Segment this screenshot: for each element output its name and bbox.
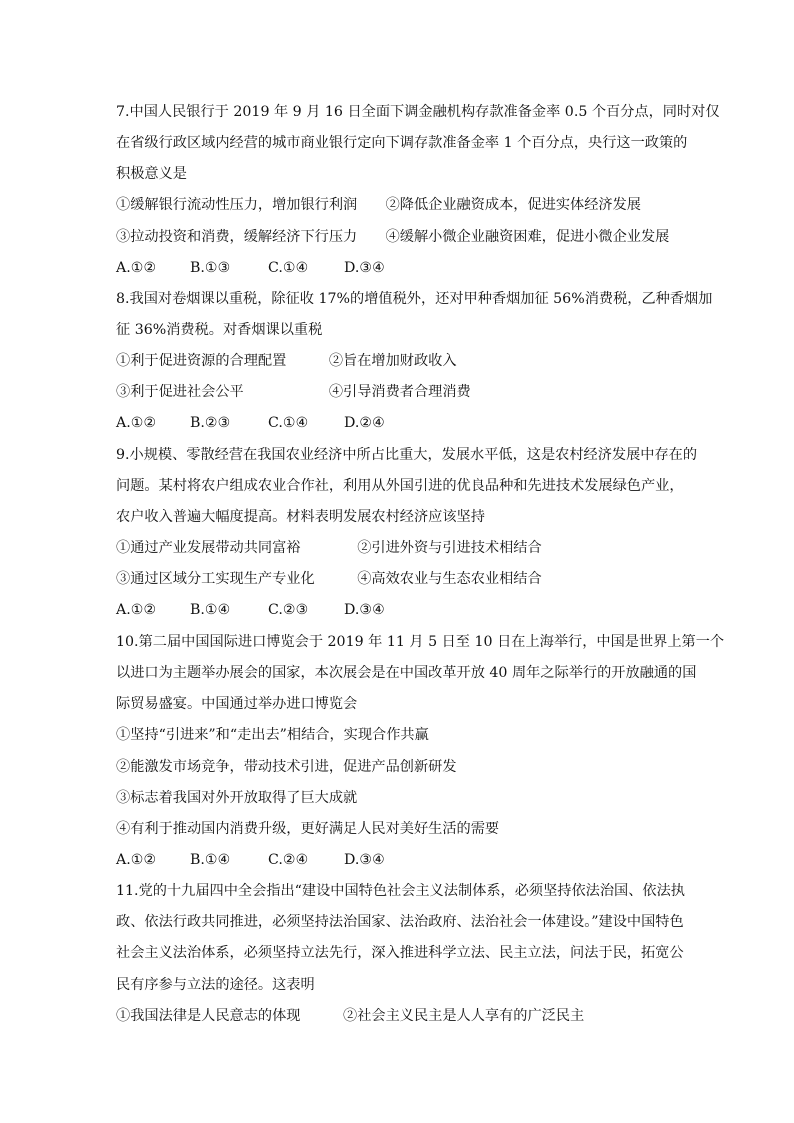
q8-stem-line-1: 8.我国对卷烟课以重税，除征收 17%的增值税外，还对甲种香烟加征 56%消费税，乙种香烟加	[116, 291, 713, 307]
q7-stem-line-1: 7.中国人民银行于 2019 年 9 月 16 日全面下调金融机构存款准备金率 0.5 个百分点，同时对仅	[116, 104, 720, 120]
q10-stem-line-1: 10.第二届中国国际进口博览会于 2019 年 11 月 5 日至 10 日在上海举行，中国是世界上第一个	[116, 634, 725, 650]
q10-statement-line-1: ①坚持“引进来”和“走出去”相结合，实现合作共赢	[116, 727, 429, 743]
q10-stem-line-2: 以进口为主题举办展会的国家，本次展会是在中国改革开放 40 周年之际举行的开放融通的国	[116, 665, 697, 681]
q9-stem-line-1: 9.小规模、零散经营在我国农业经济中所占比重大，发展水平低，这是农村经济发展中存在的	[116, 447, 698, 463]
q11-statement-line-1: ①我国法律是人民意志的体现 ②社会主义民主是人人享有的广泛民主	[116, 1008, 585, 1024]
q7-choices	[116, 258, 385, 278]
choice-a[interactable]: A.①②	[116, 852, 157, 868]
choice-a[interactable]: A.①②	[116, 260, 157, 276]
choice-d[interactable]: D.③④	[344, 852, 385, 868]
q8-stem-line-2: 征 36%消费税。对香烟课以重税	[116, 322, 323, 338]
q9-stem-line-2: 问题。某村将农户组成农业合作社，利用从外国引进的优良品种和先进技术发展绿色产业，	[116, 478, 684, 494]
q7-stem-line-2: 在省级行政区域内经营的城市商业银行定向下调存款准备金率 1 个百分点，央行这一政策的	[116, 135, 688, 151]
q7-statement-line-1: ①缓解银行流动性压力，增加银行利润 ②降低企业融资成本，促进实体经济发展	[116, 197, 641, 213]
q10-statement-line-2: ②能激发市场竞争，带动技术引进，促进产品创新研发	[116, 759, 457, 775]
q9-statement-line-2: ③通过区域分工实现生产专业化 ④高效农业与生态农业相结合	[116, 571, 542, 587]
q10-choices	[116, 850, 385, 870]
choice-b[interactable]: B.①④	[190, 602, 231, 618]
q9-stem-line-3: 农户收入普遍大幅度提高。材料表明发展农村经济应该坚持	[116, 509, 485, 525]
q10-statement-line-4: ④有利于推动国内消费升级，更好满足人民对美好生活的需要	[116, 821, 500, 837]
q11-stem-line-1: 11.党的十九届四中全会指出“建设中国特色社会主义法制体系，必须坚持依法治国、依法执	[116, 883, 685, 899]
q10-statement-line-3: ③标志着我国对外开放取得了巨大成就	[116, 790, 358, 806]
q10-stem-line-3: 际贸易盛宴。中国通过举办进口博览会	[116, 696, 358, 712]
choice-c[interactable]: C.②③	[268, 602, 309, 618]
q7-stem-line-3: 积极意义是	[116, 166, 187, 182]
q11-stem-line-4: 民有序参与立法的途径。这表明	[116, 977, 315, 993]
q8-statement-line-2: ③利于促进社会公平 ④引导消费者合理消费	[116, 384, 471, 400]
q7-statement-line-2: ③拉动投资和消费，缓解经济下行压力 ④缓解小微企业融资困难，促进小微企业发展	[116, 229, 670, 245]
choice-b[interactable]: B.①③	[190, 260, 231, 276]
choice-c[interactable]: C.②④	[268, 852, 309, 868]
q8-statement-line-1: ①利于促进资源的合理配置 ②旨在增加财政收入	[116, 353, 457, 369]
q8-choices	[116, 413, 385, 433]
choice-b[interactable]: B.①④	[190, 852, 231, 868]
choice-d[interactable]: D.②④	[344, 415, 385, 431]
q11-stem-line-2: 政、依法行政共同推进，必须坚持法治国家、法治政府、法治社会一体建设。”建设中国特色	[116, 914, 684, 930]
choice-b[interactable]: B.②③	[190, 415, 231, 431]
q9-statement-line-1: ①通过产业发展带动共同富裕 ②引进外资与引进技术相结合	[116, 540, 542, 556]
choice-a[interactable]: A.①②	[116, 415, 157, 431]
choice-a[interactable]: A.①②	[116, 602, 157, 618]
choice-c[interactable]: C.①④	[268, 415, 309, 431]
choice-d[interactable]: D.③④	[344, 260, 385, 276]
q11-stem-line-3: 社会主义法治体系，必须坚持立法先行，深入推进科学立法、民主立法，问法于民，拓宽公	[116, 945, 684, 961]
q9-choices	[116, 600, 385, 620]
choice-c[interactable]: C.①④	[268, 260, 309, 276]
choice-d[interactable]: D.③④	[344, 602, 385, 618]
